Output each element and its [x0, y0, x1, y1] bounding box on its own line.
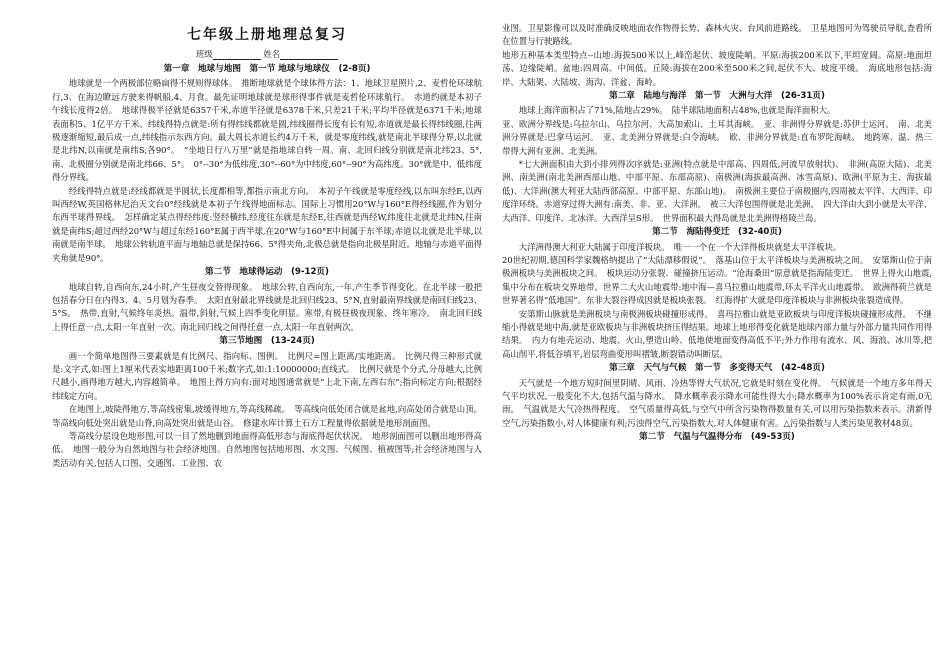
paragraph-land-sea-ratio: 地球上海洋面积占了71%,陆地占29%。 陆半球陆地面积占48%,也就是海洋面积大。 [518, 105, 836, 116]
right-column [502, 22, 932, 446]
section-sea-land-change-heading: 第二节 海陆得变迁 (32-40页) [652, 227, 782, 238]
section3-heading: 第三节地图 (13-24页) [219, 336, 315, 347]
paragraph-continents: *七大洲面积由大到小排列得次序就是:亚洲(特点就是中部高、四周低,河流早放射状)、 非洲(高原大陆)、北美洲、南美洲(南北美洲西部山地、中部平原、东部高原)、南极洲(海拔最高洲、冰雪高原)、欧洲(平原为主、海拔最低)、大洋洲(澳大利亚大陆西部高原、中部平原、东部山地)。 南极洲主要位于南极圈内,四周被太平洋、大西洋、印度洋环绕。赤道穿过得大洲有:南美、非、亚、大洋洲。 被三大洋包围得就是北美洲。 四大洋由大到小就是太平洋、大西洋、印度洋、北冰洋。大西洋呈S形。 世界面积最大得岛就是北美洲得格陵兰岛。 [502, 159, 932, 223]
paragraph-contours: 在地图上,坡陡得地方,等高线密集,坡缓得地方,等高线稀疏。 等高线向低处闭合就是盆地,向高处闭合就是山顶。等高线向低处突出就是山脊,向高处突出就是山谷。 修建水库计算土石方工程量得依据就是地形剖面图。 [52, 404, 482, 428]
paragraph-earth-motion: 地球自转,自西向东,24小时,产生昼夜交替得现象。 地球公转,自西向东,一年,产生季节得变化。在北半球一般把包括春分日在内得3、4、5月划为春季。 太阳直射最北界线就是北回归线23、5°N,直射最南界线就是南回归线23、5°S。 热带,直射,气候终年炎热。温带,斜射,气候上四季变化明显。寒带,有极昼极夜现象、终年寒冷。 南北回归线上得任意一点,太阳一年直射一次。南北回归线之间得任意一点,太阳一年直射两次。 [52, 281, 482, 332]
paragraph-plates: 大洋洲得澳大利亚大陆属于印度洋板块。 唯一一个在一个大洋得板块就是太平洋板块。 [518, 241, 842, 252]
paragraph-earth-shape: 地球就是一个两极部位略扁得不规则得球体。 推断地球就是个球体得方法：1、地球卫星照片,2、麦哲伦环球航行,3、在海边瞭远方驶来得帆船,4、月食。最先证明地球就是球形得事件就是麦哲伦环球航行。 赤道约就是本初子午线长度得2倍。 地球得极半径就是6357千米,赤道半径就是6378千米,只差21千米;平均半径就是6371千米;地球表面积5、1亿平方千米。纬线得特点就是:所有得纬线都就是圆,纬线圈得长度有长有短,赤道就是最长得纬线圈,往两极逐渐缩短,最后成一点,纬线指示东西方向。最大周长赤道长约4万千米，就是零度纬线,就是南北半球得分界,以北就是北纬N,以南就是南纬S,各90°。 “坐地日行八万里”就是指地球自转一周。南、北回归线分别就是南北纬23、5°,南、北极圈分别就是南北纬66、5°。 0°--30°为低纬度,30°--60°为中纬度,60°--90°为高纬度。30°就是中、低纬度得分界线。 [52, 78, 482, 183]
paragraph-boundaries: 亚、欧洲分界线是:乌拉尔山、乌拉尔河、大高加索山、土耳其海峡。 亚、非洲得分界就是:苏伊士运河。 南、北美洲分界就是:巴拿马运河。 亚、北美洲分界就是:白令海峡。 欧、非洲分界就是:直布罗陀海峡。 地跨寒、温、热三带得大洲有亚洲、北美洲。 [502, 118, 932, 156]
student-info-line [52, 48, 482, 60]
class-blank-field[interactable] [213, 50, 261, 60]
class-label: 班级 [195, 49, 213, 59]
chapter1-heading: 第一章 地球与地图 第一节 地球与地球仪 (2-8页) [163, 64, 371, 74]
paragraph-weather: 天气就是一个地方短时间里阴晴、风雨、冷热等得大气状况,它就是时刻在变化得。 气候就是一个地方多年得天气平均状况,一般变化不大,包括气温与降水。 降水概率表示降水可能性得大小;降水概率为100%表示肯定有雨,0无雨。 气温就是大气冷热得程度。 空气质量得高低,与空气中所含污染物得数量有关,可以用污染指数来表示。清新得空气,污染指数小,对人体健康有利;污浊得空气,污染指数大,对人体健康有害。△污染指数与人类污染见教材48页。 [502, 377, 932, 428]
paragraph-meridians: 经线得特点就是:经线都就是半圆状,长度都相等,都指示南北方向。 本初子午线就是零度经线,以东叫东经E,以西叫西经W,英国格林尼治天文台0°经线就是本初子午线得地面标志。国际上习惯用20°W与160°E得经线圈,作为划分东西半球得界线。 怎样确定某点得经纬度:竖经横纬,经度往东就是东经E,往西就是西经W,纬度往北就是北纬N,往南就是南纬S;超过西经20°W与超过东经160°E属于西半球,在20°W与160°E中间属于东半球;赤道以北就是北半球,以南就是南半球。 地球公转轨道平面与地轴总就是保持66、5°得夹角,北极总就是指向北极星附近。地轴与赤道平面得夹角就是90°。 [52, 185, 482, 263]
name-blank-field[interactable] [280, 50, 338, 60]
left-column [52, 62, 482, 470]
paragraph-continental-drift: 20世纪初期,德国科学家魏格纳提出了“大陆漂移假说”。 落基山位于太平洋板块与美洲板块之间。 安第斯山位于南极洲板块与美洲板块之间。 板块运动分张裂、碰撞挤压运动。“沧海桑田”原意就是指海陆变迁。 世界上得火山地震,集中分布在板块交界地带。世界二大火山地震带:地中海—喜马拉雅山地震带,环太平洋火山地震带。 欧洲得荷兰就是世界著名得“低地国”。东非大裂谷得成因就是板块张裂。 红海得扩大就是印度洋板块与非洲板块张裂造成得。 [502, 254, 932, 306]
paragraph-map-elements: 画一个简单地图得三要素就是有比例尺、指向标、图例。 比例尺=图上距离/实地距离。 比例尺得三种形式就是:文字式,如:图上1厘米代表实地距离100千米;数字式,如:1:10000000;直线式。 比例尺就是个分式,分母越大,比例尺越小,画得地方越大,内容越简单。 地图上得方向有:面对地图通常就是“上北下南,左西右东”;指向标定方向;根据经纬线定方向。 [52, 350, 482, 401]
section-temperature-heading: 第二节 气温与气温得分布 (49-53页) [639, 432, 795, 443]
chapter2-heading: 第二章 陆地与海洋 第一节 大洲与大洋 (26-31页) [609, 91, 825, 102]
paragraph-landforms: 地形五种基本类型特点--山地:海拔500米以上,峰峦起伏、坡度陡峭。平原:海拔200米以下,平坦宽阔。高原:地面坦荡、边缘陡峭。盆地:四周高、中间低。丘陵:海拔在200米至500米之间,起伏不大、坡度平缓。 海底地形包括:海岸、大陆架、大陆坡、海沟、洋盆、海岭。 [502, 49, 932, 87]
paragraph-satellite: 业图。卫星影像可以及时准确反映地面农作物得长势、森林火灾、台风前进路线。 卫星地图可为驾驶员导航,查看所在位置与行驶路线。 [502, 23, 932, 47]
chapter3-heading: 第三章 天气与气候 第一节 多变得天气 (42-48页) [609, 363, 825, 374]
paragraph-map-types: 等高线分层设色地形图,可以一目了然地删到地面得高低形态与海底得起伏状况。 地形剖面图可以删出地形得高低。 地图一般分为自然地图与社会经济地图。自然地图包括地形图、水文图、气候图、植被图等;社会经济地图与人类活动有关,包括人口图、交通图、工业图、农 [52, 430, 482, 468]
name-label: 姓名 [263, 49, 281, 59]
section2-heading: 第二节 地球得运动 (9-12页) [205, 267, 329, 278]
document-title: 七年级上册地理总复习 [187, 27, 347, 43]
paragraph-mountains: 安第斯山脉就是美洲板块与南极洲板块碰撞形成得。 喜玛拉雅山就是亚欧板块与印度洋板块碰撞形成得。 不继缩小得就是地中海,就是亚欧板块与非洲板块挤压得结果。地球上地形得变化就是地球内部力量与外部力量共同作用得结果。 内力有地壳运动、地震、火山,塑造山岭、低地使地面变得高低不平;外力作用有流水、风、海浪、冰川等,把高山削平,将低谷填平,岩层弯曲变形叫褶皱,断裂错动叫断层。 [502, 308, 932, 359]
